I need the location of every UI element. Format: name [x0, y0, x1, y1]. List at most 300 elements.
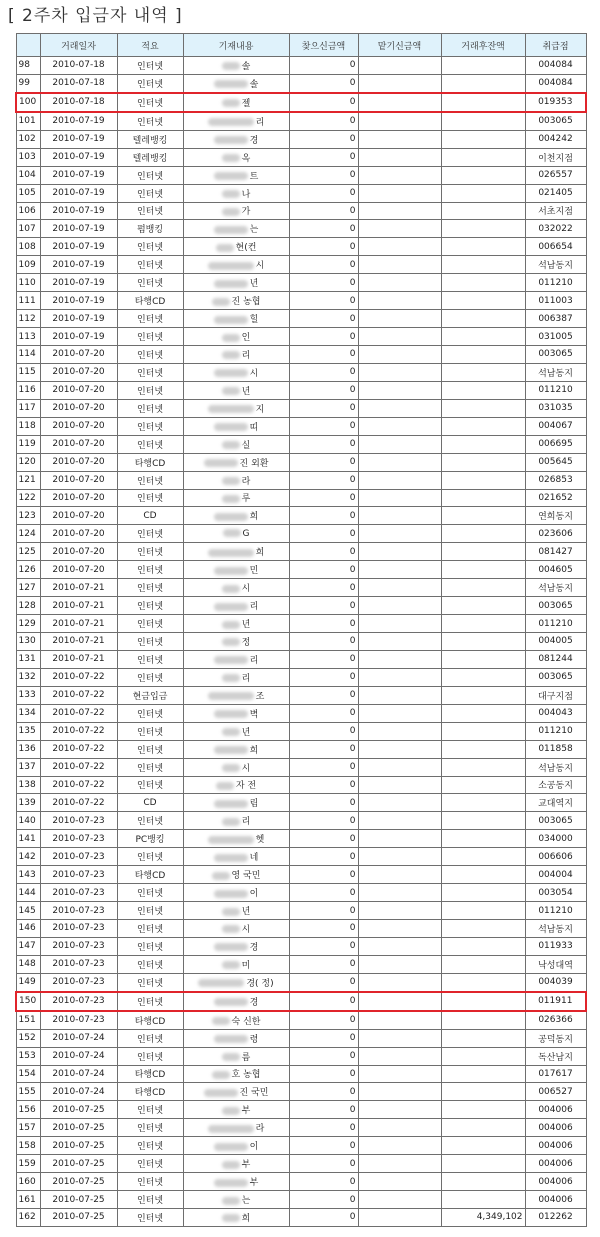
branch-cell: 004006 [525, 1191, 586, 1209]
balance-cell: 4,349,102 [441, 1209, 525, 1227]
type-cell: 인터넷 [117, 543, 183, 561]
withdrawn-amount-cell: 0 [289, 93, 358, 112]
date-cell: 2010-07-24 [40, 1083, 117, 1101]
date-cell: 2010-07-25 [40, 1173, 117, 1191]
balance-cell [441, 722, 525, 740]
type-cell: PC뱅킹 [117, 830, 183, 848]
balance-cell [441, 346, 525, 364]
withdrawn-amount-cell: 0 [289, 686, 358, 704]
deposited-amount-cell [358, 1137, 441, 1155]
redacted-name-blur [214, 80, 248, 88]
branch-cell: 006387 [525, 310, 586, 328]
table-row [16, 758, 586, 776]
table-row [16, 543, 586, 561]
memo-cell [183, 148, 289, 166]
row-number-cell: 152 [16, 1029, 40, 1047]
redacted-name-blur [222, 764, 240, 772]
balance-cell [441, 866, 525, 884]
branch-cell: 004084 [525, 57, 586, 75]
balance-cell [441, 830, 525, 848]
balance-cell [441, 130, 525, 148]
type-cell: 인터넷 [117, 93, 183, 112]
row-number-cell: 104 [16, 166, 40, 184]
deposited-amount-cell [358, 902, 441, 920]
withdrawn-amount-cell: 0 [289, 256, 358, 274]
redacted-name-blur [214, 513, 248, 521]
table-row [16, 973, 586, 991]
table-row [16, 884, 586, 902]
deposited-amount-cell [358, 1173, 441, 1191]
row-number-cell: 139 [16, 794, 40, 812]
branch-cell: 011210 [525, 615, 586, 633]
deposited-amount-cell [358, 381, 441, 399]
balance-cell [441, 758, 525, 776]
memo-text: 는 [249, 225, 259, 236]
withdrawn-amount-cell: 0 [289, 292, 358, 310]
balance-cell [441, 1047, 525, 1065]
withdrawn-amount-cell: 0 [289, 166, 358, 184]
memo-text: 리 [241, 673, 251, 684]
type-cell: 인터넷 [117, 274, 183, 292]
date-cell: 2010-07-22 [40, 704, 117, 722]
memo-text: 시 [249, 368, 259, 379]
type-cell: 인터넷 [117, 417, 183, 435]
memo-text: 인 [241, 333, 251, 344]
branch-cell: 서초지점 [525, 202, 586, 220]
branch-cell: 011933 [525, 937, 586, 955]
redacted-name-blur [222, 1161, 240, 1169]
redacted-name-blur [214, 890, 248, 898]
date-cell: 2010-07-19 [40, 292, 117, 310]
table-row [16, 920, 586, 938]
table-row [16, 1137, 586, 1155]
branch-cell: 034000 [525, 830, 586, 848]
memo-cell [183, 686, 289, 704]
row-number-cell: 100 [16, 93, 40, 112]
row-number-cell: 157 [16, 1119, 40, 1137]
branch-cell: 004006 [525, 1155, 586, 1173]
balance-cell [441, 902, 525, 920]
withdrawn-amount-cell: 0 [289, 274, 358, 292]
deposited-amount-cell [358, 686, 441, 704]
date-cell: 2010-07-23 [40, 955, 117, 973]
withdrawn-amount-cell: 0 [289, 884, 358, 902]
deposited-amount-cell [358, 399, 441, 417]
balance-cell [441, 328, 525, 346]
memo-cell [183, 902, 289, 920]
type-cell: 인터넷 [117, 112, 183, 130]
memo-cell [183, 812, 289, 830]
branch-cell: 004005 [525, 633, 586, 651]
balance-cell [441, 776, 525, 794]
balance-cell [441, 256, 525, 274]
table-row [16, 1011, 586, 1029]
table-row [16, 1065, 586, 1083]
memo-text: 경 [249, 997, 259, 1008]
deposited-amount-cell [358, 597, 441, 615]
table-row [16, 704, 586, 722]
balance-cell [441, 310, 525, 328]
memo-text: 진 외환 [239, 458, 269, 469]
date-cell: 2010-07-20 [40, 399, 117, 417]
branch-cell: 011003 [525, 292, 586, 310]
branch-cell: 교대역지 [525, 794, 586, 812]
branch-cell: 031005 [525, 328, 586, 346]
date-cell: 2010-07-21 [40, 579, 117, 597]
row-number-cell: 161 [16, 1191, 40, 1209]
date-cell: 2010-07-19 [40, 130, 117, 148]
memo-text: 라 [241, 476, 251, 487]
memo-cell [183, 130, 289, 148]
memo-cell [183, 399, 289, 417]
type-cell: 인터넷 [117, 74, 183, 92]
row-number-cell: 150 [16, 992, 40, 1011]
balance-cell [441, 650, 525, 668]
table-row [16, 1119, 586, 1137]
table-row [16, 184, 586, 202]
date-cell: 2010-07-19 [40, 166, 117, 184]
row-number-cell: 113 [16, 328, 40, 346]
memo-text: 리 [255, 117, 265, 128]
type-cell: 타행CD [117, 292, 183, 310]
date-cell: 2010-07-19 [40, 274, 117, 292]
branch-cell: 003065 [525, 112, 586, 130]
withdrawn-amount-cell: 0 [289, 937, 358, 955]
branch-cell: 독산남지 [525, 1047, 586, 1065]
balance-cell [441, 274, 525, 292]
branch-cell: 004006 [525, 1173, 586, 1191]
type-cell: 인터넷 [117, 848, 183, 866]
type-cell: 펌뱅킹 [117, 220, 183, 238]
row-number-cell: 108 [16, 238, 40, 256]
row-number-cell: 106 [16, 202, 40, 220]
memo-cell [183, 758, 289, 776]
row-number-cell: 128 [16, 597, 40, 615]
redacted-name-blur [222, 495, 240, 503]
branch-cell: 021405 [525, 184, 586, 202]
date-cell: 2010-07-19 [40, 238, 117, 256]
deposited-amount-cell [358, 920, 441, 938]
type-cell: 인터넷 [117, 722, 183, 740]
table-row [16, 220, 586, 238]
memo-text: 경 [249, 942, 259, 953]
memo-cell [183, 346, 289, 364]
redacted-name-blur [214, 423, 248, 431]
deposited-amount-cell [358, 93, 441, 112]
date-cell: 2010-07-20 [40, 507, 117, 525]
redacted-name-blur [208, 1125, 254, 1133]
branch-cell: 011210 [525, 722, 586, 740]
row-number-cell: 102 [16, 130, 40, 148]
row-number-cell: 135 [16, 722, 40, 740]
col-header-branch: 취급점 [525, 34, 586, 57]
memo-cell [183, 955, 289, 973]
type-cell: 타행CD [117, 1083, 183, 1101]
memo-text: 라 [255, 1124, 265, 1135]
type-cell: CD [117, 794, 183, 812]
type-cell: 인터넷 [117, 973, 183, 991]
balance-cell [441, 238, 525, 256]
balance-cell [441, 489, 525, 507]
table-row [16, 1083, 586, 1101]
row-number-cell: 156 [16, 1101, 40, 1119]
redacted-name-blur [214, 603, 248, 611]
row-number-cell: 143 [16, 866, 40, 884]
withdrawn-amount-cell: 0 [289, 722, 358, 740]
memo-text: 령 [249, 1034, 259, 1045]
memo-cell [183, 992, 289, 1011]
memo-text: G [242, 528, 250, 539]
date-cell: 2010-07-21 [40, 597, 117, 615]
memo-text: 부 [241, 1106, 251, 1117]
date-cell: 2010-07-22 [40, 758, 117, 776]
table-row [16, 256, 586, 274]
redacted-name-blur [222, 728, 240, 736]
deposited-amount-cell [358, 812, 441, 830]
branch-cell: 004006 [525, 1137, 586, 1155]
row-number-cell: 109 [16, 256, 40, 274]
memo-cell [183, 794, 289, 812]
table-body [16, 57, 586, 1227]
date-cell: 2010-07-20 [40, 417, 117, 435]
memo-cell [183, 1065, 289, 1083]
withdrawn-amount-cell: 0 [289, 812, 358, 830]
memo-cell [183, 615, 289, 633]
type-cell: 인터넷 [117, 184, 183, 202]
date-cell: 2010-07-21 [40, 615, 117, 633]
type-cell: 인터넷 [117, 1173, 183, 1191]
redacted-name-blur [222, 62, 240, 70]
withdrawn-amount-cell: 0 [289, 758, 358, 776]
branch-cell: 004006 [525, 1101, 586, 1119]
branch-cell: 026366 [525, 1011, 586, 1029]
withdrawn-amount-cell: 0 [289, 130, 358, 148]
row-number-cell: 137 [16, 758, 40, 776]
table-row [16, 507, 586, 525]
row-number-cell: 117 [16, 399, 40, 417]
deposited-amount-cell [358, 1047, 441, 1065]
withdrawn-amount-cell: 0 [289, 202, 358, 220]
branch-cell: 004004 [525, 866, 586, 884]
branch-cell: 004067 [525, 417, 586, 435]
memo-cell [183, 202, 289, 220]
withdrawn-amount-cell: 0 [289, 184, 358, 202]
type-cell: 인터넷 [117, 399, 183, 417]
withdrawn-amount-cell: 0 [289, 597, 358, 615]
date-cell: 2010-07-19 [40, 328, 117, 346]
row-number-cell: 131 [16, 650, 40, 668]
redacted-name-blur [222, 99, 240, 107]
balance-cell [441, 112, 525, 130]
type-cell: 인터넷 [117, 758, 183, 776]
branch-cell: 낙성대역 [525, 955, 586, 973]
redacted-name-blur [212, 298, 230, 306]
deposited-amount-cell [358, 417, 441, 435]
balance-cell [441, 920, 525, 938]
redacted-name-blur [222, 334, 240, 342]
redacted-name-blur [214, 369, 248, 377]
branch-cell: 011911 [525, 992, 586, 1011]
branch-cell: 019353 [525, 93, 586, 112]
memo-text: 솔 [249, 79, 259, 90]
withdrawn-amount-cell: 0 [289, 866, 358, 884]
memo-text: 호 농협 [231, 1070, 261, 1081]
balance-cell [441, 794, 525, 812]
deposited-amount-cell [358, 1209, 441, 1227]
deposited-amount-cell [358, 471, 441, 489]
withdrawn-amount-cell: 0 [289, 1011, 358, 1029]
branch-cell: 012262 [525, 1209, 586, 1227]
deposited-amount-cell [358, 704, 441, 722]
table-row [16, 902, 586, 920]
date-cell: 2010-07-23 [40, 830, 117, 848]
date-cell: 2010-07-18 [40, 57, 117, 75]
memo-cell [183, 57, 289, 75]
withdrawn-amount-cell: 0 [289, 328, 358, 346]
branch-cell: 대구지점 [525, 686, 586, 704]
redacted-name-blur [214, 280, 248, 288]
memo-cell [183, 561, 289, 579]
branch-cell: 004605 [525, 561, 586, 579]
deposited-amount-cell [358, 1191, 441, 1209]
memo-cell [183, 722, 289, 740]
balance-cell [441, 507, 525, 525]
table-row [16, 1029, 586, 1047]
redacted-name-blur [216, 782, 234, 790]
type-cell: 텔레뱅킹 [117, 148, 183, 166]
memo-cell [183, 1101, 289, 1119]
table-row [16, 776, 586, 794]
memo-text: 진 국민 [239, 1088, 269, 1099]
type-cell: CD [117, 507, 183, 525]
memo-cell [183, 238, 289, 256]
redacted-name-blur [222, 621, 240, 629]
deposited-amount-cell [358, 848, 441, 866]
branch-cell: 이천지점 [525, 148, 586, 166]
table-row [16, 274, 586, 292]
deposited-amount-cell [358, 489, 441, 507]
memo-cell [183, 1119, 289, 1137]
row-number-cell: 140 [16, 812, 40, 830]
deposited-amount-cell [358, 579, 441, 597]
redacted-name-blur [214, 316, 248, 324]
withdrawn-amount-cell: 0 [289, 704, 358, 722]
withdrawn-amount-cell: 0 [289, 543, 358, 561]
date-cell: 2010-07-20 [40, 543, 117, 561]
withdrawn-amount-cell: 0 [289, 453, 358, 471]
branch-cell: 003054 [525, 884, 586, 902]
withdrawn-amount-cell: 0 [289, 220, 358, 238]
balance-cell [441, 955, 525, 973]
balance-cell [441, 1137, 525, 1155]
memo-cell [183, 417, 289, 435]
branch-cell: 003065 [525, 597, 586, 615]
withdrawn-amount-cell: 0 [289, 1155, 358, 1173]
type-cell: 인터넷 [117, 1029, 183, 1047]
memo-text: 리 [241, 350, 251, 361]
branch-cell: 006606 [525, 848, 586, 866]
table-row [16, 597, 586, 615]
balance-cell [441, 992, 525, 1011]
branch-cell: 031035 [525, 399, 586, 417]
withdrawn-amount-cell: 0 [289, 848, 358, 866]
balance-cell [441, 292, 525, 310]
balance-cell [441, 417, 525, 435]
table-row [16, 417, 586, 435]
type-cell: 인터넷 [117, 633, 183, 651]
deposited-amount-cell [358, 220, 441, 238]
balance-cell [441, 453, 525, 471]
date-cell: 2010-07-24 [40, 1047, 117, 1065]
row-number-cell: 142 [16, 848, 40, 866]
date-cell: 2010-07-25 [40, 1155, 117, 1173]
redacted-name-blur [222, 1107, 240, 1115]
memo-cell [183, 1029, 289, 1047]
memo-text: 루 [241, 494, 251, 505]
redacted-name-blur [222, 674, 240, 682]
branch-cell: 021652 [525, 489, 586, 507]
branch-cell: 081427 [525, 543, 586, 561]
redacted-name-blur [214, 656, 248, 664]
col-header-no [16, 34, 40, 57]
redacted-name-blur [222, 961, 240, 969]
withdrawn-amount-cell: 0 [289, 1101, 358, 1119]
memo-text: 이 [249, 1142, 259, 1153]
redacted-name-blur [214, 1035, 248, 1043]
deposited-amount-cell [358, 74, 441, 92]
date-cell: 2010-07-23 [40, 1011, 117, 1029]
table-row [16, 740, 586, 758]
branch-cell: 006527 [525, 1083, 586, 1101]
deposited-amount-cell [358, 866, 441, 884]
balance-cell [441, 543, 525, 561]
row-number-cell: 98 [16, 57, 40, 75]
redacted-name-blur [222, 387, 240, 395]
withdrawn-amount-cell: 0 [289, 57, 358, 75]
type-cell: 인터넷 [117, 776, 183, 794]
row-number-cell: 138 [16, 776, 40, 794]
memo-text: 희 [255, 548, 265, 559]
row-number-cell: 118 [16, 417, 40, 435]
withdrawn-amount-cell: 0 [289, 561, 358, 579]
balance-cell [441, 1029, 525, 1047]
col-header-memo: 기재내용 [183, 34, 289, 57]
redacted-name-blur [214, 136, 248, 144]
deposited-amount-cell [358, 1101, 441, 1119]
redacted-name-blur [214, 172, 248, 180]
redacted-name-blur [222, 154, 240, 162]
withdrawn-amount-cell: 0 [289, 346, 358, 364]
memo-text: 자 전 [235, 781, 257, 792]
memo-text: 년 [241, 907, 251, 918]
memo-text: 리 [249, 655, 259, 666]
table-row [16, 633, 586, 651]
withdrawn-amount-cell: 0 [289, 310, 358, 328]
table-row [16, 812, 586, 830]
balance-cell [441, 740, 525, 758]
date-cell: 2010-07-25 [40, 1137, 117, 1155]
memo-text: 경 [249, 135, 259, 146]
table-row [16, 1209, 586, 1227]
memo-cell [183, 543, 289, 561]
row-number-cell: 99 [16, 74, 40, 92]
memo-cell [183, 633, 289, 651]
table-row [16, 561, 586, 579]
withdrawn-amount-cell: 0 [289, 417, 358, 435]
withdrawn-amount-cell: 0 [289, 920, 358, 938]
date-cell: 2010-07-19 [40, 256, 117, 274]
date-cell: 2010-07-23 [40, 884, 117, 902]
